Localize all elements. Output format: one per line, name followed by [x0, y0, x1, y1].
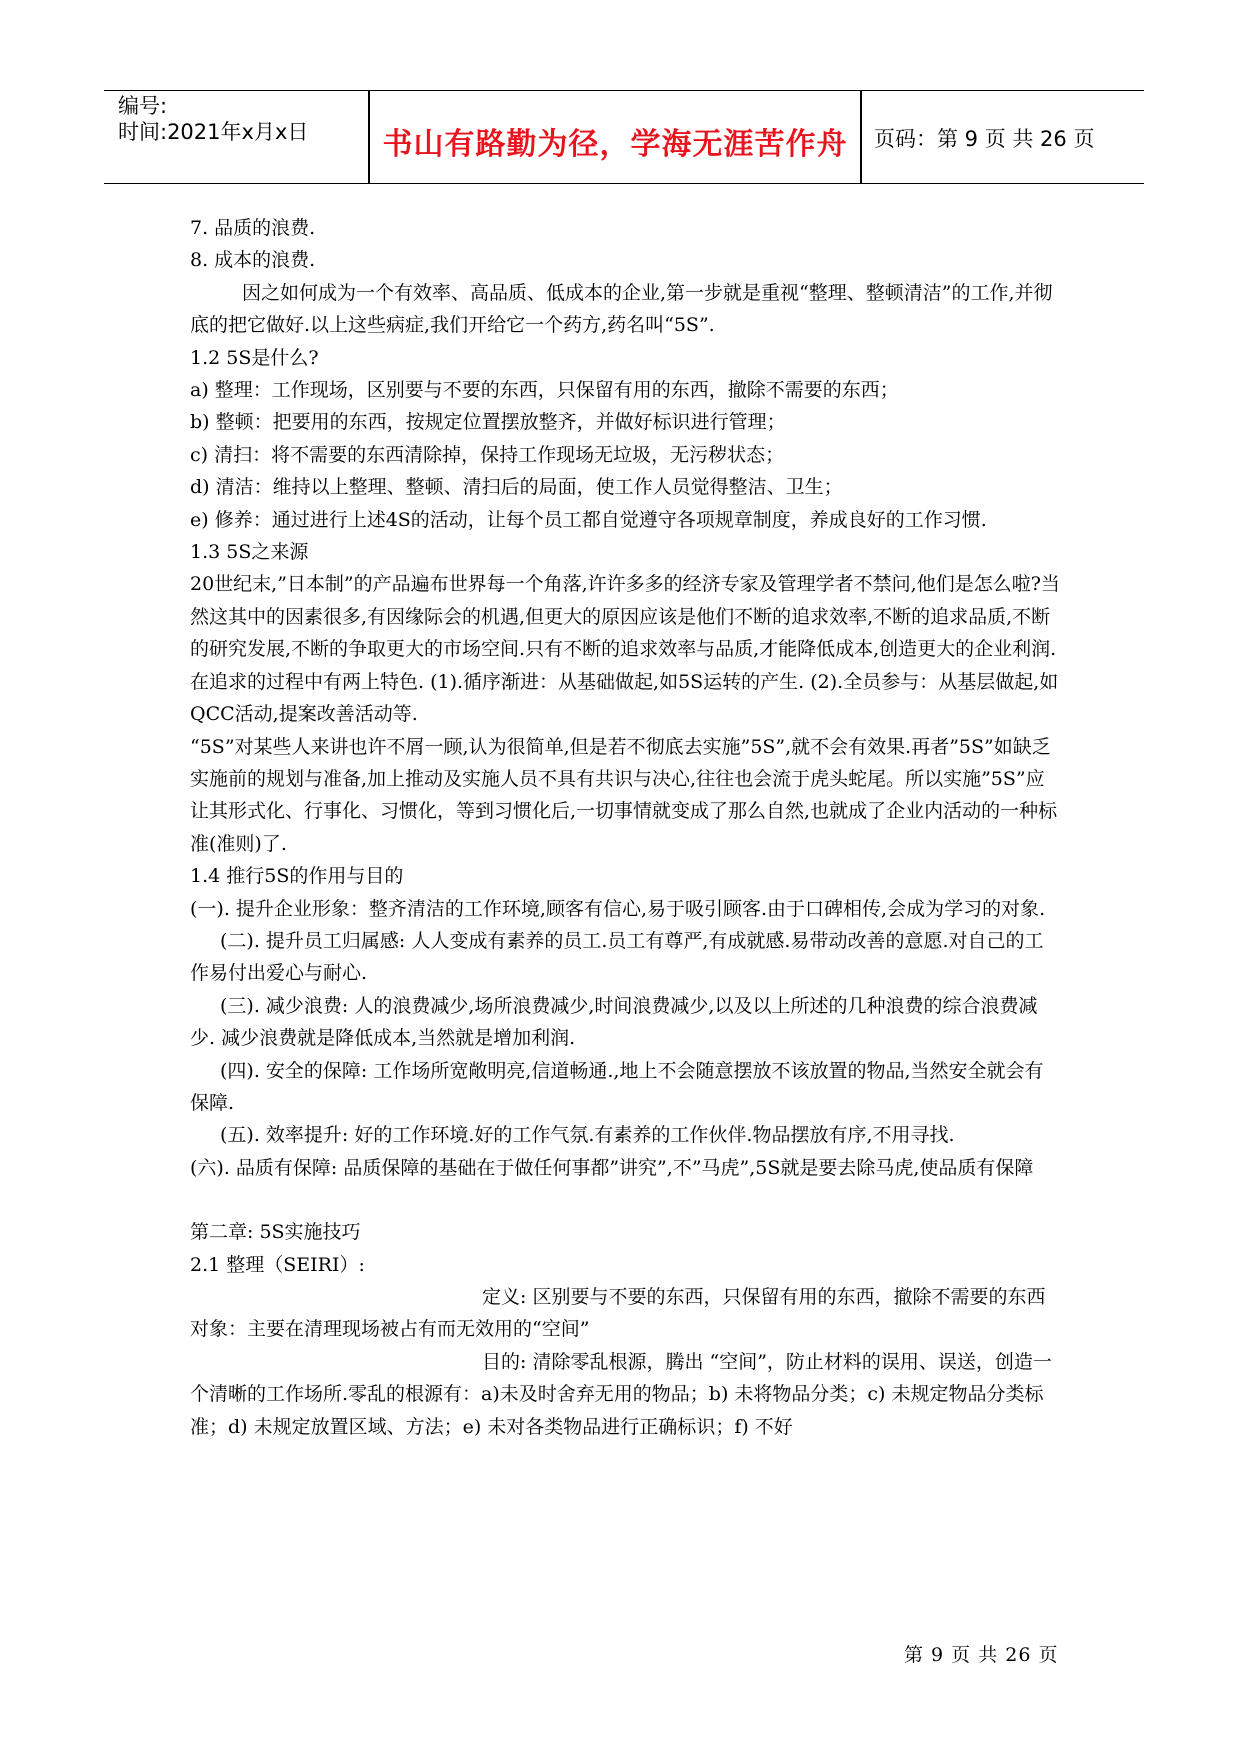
list-item: a) 整理：工作现场，区别要与不要的东西，只保留有用的东西，撤除不需要的东西； — [190, 379, 899, 402]
list-item: 8. 成本的浪费. — [190, 249, 316, 272]
paragraph: 对象：主要在清理现场被占有而无效用的“空间” — [190, 1318, 590, 1341]
section-heading: 1.4 推行5S的作用与目的 — [190, 865, 404, 888]
list-item: 7. 品质的浪费. — [190, 217, 316, 239]
header-divider — [860, 91, 862, 183]
page-header — [104, 90, 1144, 184]
list-item: e) 修养：通过进行上述4S的活动，让每个员工都自觉遵守各项规章制度，养成良好的工作习惯. — [190, 508, 987, 531]
paragraph: 20世纪末,”日本制”的产品遍布世界每一个角落,许许多多的经济专家及管理学者不禁问,他们是怎么啦?当然这其中的因素很多,有因缘际会的机遇,但更大的原因应该是他们不断的追求效率,不断的追求品质,不断的研究发展,不断的争取更大的市场空间.只有不断的追求效率与品质,才能降低成本,创造更大的企业利润.在追求的过程中有两上特色. (1).循序渐进：从基础做起,如5S运转的产生. (2).全员参与：从基层做起,如QCC活动,提案改善活动等. — [190, 573, 1060, 726]
paragraph: (六). 品质有保障: 品质保障的基础在于做任何事都”讲究”,不”马虎”,5S就是要去除马虎,使品质有保障 — [190, 1156, 1034, 1179]
section-heading: 1.3 5S之来源 — [190, 541, 309, 564]
section-heading: 2.1 整理（SEIRI）: — [190, 1253, 365, 1276]
paragraph: (四). 安全的保障: 工作场所宽敞明亮,信道畅通.,地上不会随意摆放不该放置的物品,当然安全就会有保障. — [190, 1059, 1044, 1114]
section-heading: 1.2 5S是什么? — [190, 346, 319, 369]
paragraph: 因之如何成为一个有效率、高品质、低成本的企业,第一步就是重视“整理、整顿清洁”的工作,并彻底的把它做好.以上这些病症,我们开给它一个药方,药名叫“5S”. — [190, 281, 1053, 337]
header-divider — [368, 91, 370, 183]
document-body — [190, 212, 1060, 1443]
spacer — [190, 1184, 1060, 1216]
list-item: b) 整顿：把要用的东西，按规定位置摆放整齐，并做好标识进行管理； — [190, 411, 786, 434]
paragraph: 目的: 清除零乱根源，腾出 “空间”，防止材料的误用、误送，创造一个清晰的工作场所.零乱的根源有：a)未及时舍弃无用的物品；b) 未将物品分类；c) 未规定物品分类标准；d) 未规定放置区域、方法；e) 未对各类物品进行正确标识；f) 不好 — [190, 1350, 1052, 1438]
document-number-label: 编号: — [118, 94, 168, 118]
paragraph: (三). 减少浪费: 人的浪费减少,场所浪费减少,时间浪费减少,以及以上所述的几种浪费的综合浪费减少. 减少浪费就是降低成本,当然就是增加利润. — [190, 994, 1038, 1050]
header-page-info: 页码：第 9 页 共 26 页 — [874, 127, 1095, 151]
paragraph: (二). 提升员工归属感: 人人变成有素养的员工.员工有尊严,有成就感.易带动改善的意愿.对自己的工作易付出爱心与耐心. — [190, 929, 1044, 985]
chapter-heading: 第二章: 5S实施技巧 — [190, 1221, 361, 1244]
list-item: d) 清洁：维持以上整理、整顿、清扫后的局面，使工作人员觉得整洁、卫生； — [190, 476, 843, 499]
list-item: c) 清扫：将不需要的东西清除掉，保持工作现场无垃圾，无污秽状态； — [190, 443, 785, 466]
paragraph: 定义: 区别要与不要的东西，只保留有用的东西，撤除不需要的东西 — [482, 1286, 1046, 1308]
paragraph: (一). 提升企业形象：整齐清洁的工作环境,顾客有信心,易于吸引顾客.由于口碑相传,会成为学习的对象. — [190, 897, 1046, 920]
header-motto: 书山有路勤为径，学海无涯苦作舟 — [382, 127, 848, 162]
paragraph: “5S”对某些人来讲也许不屑一顾,认为很简单,但是若不彻底去实施”5S”,就不会有效果.再者”5S”如缺乏实施前的规划与准备,加上推动及实施人员不具有共识与决心,往往也会流于虎头蛇尾。所以实施”5S”应让其形式化、行事化、习惯化，等到习惯化后,一切事情就变成了那么自然,也就成了企业内活动的一种标准(准则)了. — [190, 735, 1058, 855]
document-time-label: 时间:2021年x月x日 — [118, 120, 309, 144]
paragraph: (五). 效率提升: 好的工作环境.好的工作气氛.有素养的工作伙伴.物品摆放有序,不用寻找. — [220, 1124, 955, 1147]
page-footer: 第 9 页 共 26 页 — [904, 1644, 1059, 1666]
header-meta — [118, 93, 363, 145]
